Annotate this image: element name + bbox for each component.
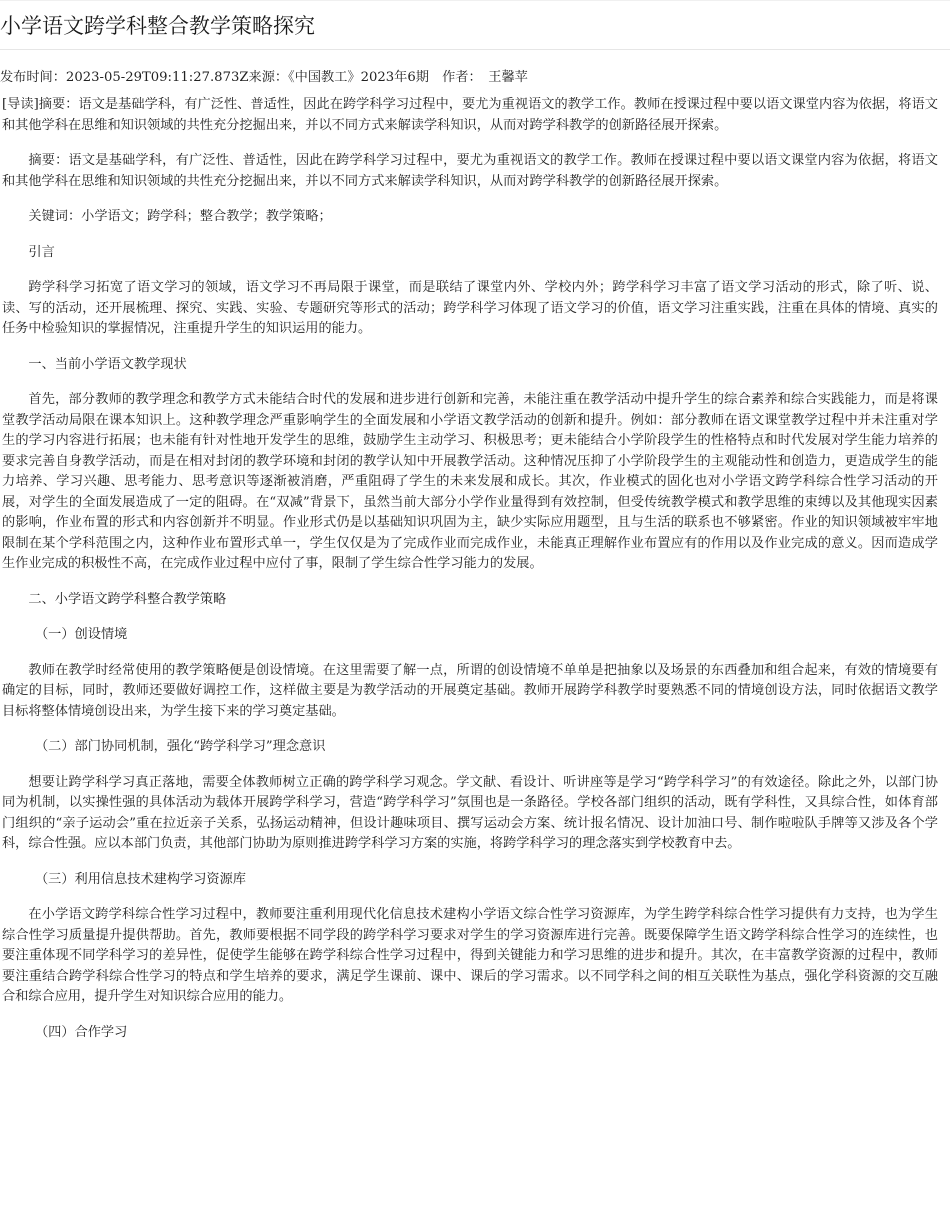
subsection-2-paragraph: 想要让跨学科学习真正落地，需要全体教师树立正确的跨学科学习观念。学文献、看设计、听讲座等是学习“跨学科学习”的有效途径。除此之外，以部门协同为机制，以实操性强的具体活动为载体开展跨学科学习，营造“跨学科学习”氛围也是一条路径。学校各部门组织的活动，既有学科性，又具综合性，如体育部门组织的“亲子运动会”重在拉近亲子关系，弘扬运动精神，但设计趣味项目、撰写运动会方案、统计报名情况、设计加油口号、制作啦啦队手牌等又涉及各个学科，综合性强。应以本部门负责，其他部门协助为原则推进跨学科学习方案的实施，将跨学科学习的理念落实到学校教育中去。 [2,774,938,851]
section-2-heading: 二、小学语文跨学科整合教学策略 [28,591,227,607]
section-1-paragraph: 首先，部分教师的教学理念和教学方式未能结合时代的发展和进步进行创新和完善，未能注重在教学活动中提升学生的综合素养和综合实践能力，而是将课堂教学活动局限在课本知识上。这种教学理念严重影响学生的全面发展和小学语文教学活动的创新和提升。例如：部分教师在语文课堂教学过程中并未注重对学生的学习内容进行拓展；也未能有针对性地开发学生的思维，鼓励学生主动学习、积极思考；更未能结合小学阶段学生的性格特点和时代发展对学生能力培养的要求完善自身教学活动，而是在相对封闭的教学环境和封闭的教学认知中开展教学活动。这种情况压抑了小学阶段学生的主观能动性和创造力，更造成学生的能力培养、学习兴趣、思考能力、思考意识等逐渐被消磨，严重阻碍了学生的未来发展和成长。其次，作业模式的固化也对小学语文跨学科综合性学习活动的开展，对学生的全面发展造成了一定的阻碍。在“双减”背景下，虽然当前大部分小学作业量得到有效控制，但受传统教学模式和教学思维的束缚以及其他现实因素的影响，作业布置的形式和内容创新并不明显。作业形式仍是以基础知识巩固为主，缺少实际应用题型，且与生活的联系也不够紧密。作业的知识领域被牢牢地限制在某个学科范围之内，这种作业布置形式单一，学生仅仅是为了完成作业而完成作业，未能真正理解作业布置应有的作用以及作业完成的意义。因而造成学生作业完成的积极性不高，在完成作业过程中应付了事，限制了学生综合性学习能力的发展。 [2,392,938,571]
title-bar [0,0,950,50]
subsection-3-paragraph: 在小学语文跨学科综合性学习过程中，教师要注重利用现代化信息技术建构小学语文综合性学习资源库，为学生跨学科综合性学习提供有力支持，也为学生综合性学习质量提升提供帮助。首先，教师要根据不同学段的跨学科学习要求对学生的学习资源库进行完善。既要保障学生语文跨学科综合性学习的连续性，也要注重体现不同学科学习的差异性，促使学生能够在跨学科综合性学习过程中，得到关键能力和学习思维的进步和提升。其次，在丰富教学资源的过程中，教师要注重结合跨学科综合性学习的特点和学生培养的要求，满足学生课前、课中、课后的学习需求。以不同学科之间的相互关联性为基点，强化学科资源的交互融合和综合应用，提升学生对知识综合应用的能力。 [2,907,938,1004]
subsection-2-heading: （二）部门协同机制，强化“跨学科学习”理念意识 [35,739,326,754]
keywords-line: 关键词：小学语文；跨学科；整合教学；教学策略； [28,209,332,224]
subsection-1-heading: （一）创设情境 [35,627,128,642]
article-meta: 发布时间：2023-05-29T09:11:27.873Z来源：《中国教工》2023年6期 作者： 王馨苹 [0,70,528,85]
article-body [2,95,938,1058]
section-1-heading: 一、当前小学语文教学现状 [28,356,187,372]
lead-paragraph: [导读]摘要：语文是基础学科，有广泛性、普适性，因此在跨学科学习过程中，要尤为重视语文的教学工作。教师在授课过程中要以语文课堂内容为依据，将语文和其他学科在思维和知识领域的共性充分挖掘出来，并以不同方式来解读学科知识，从而对跨学科教学的创新路径展开探索。 [2,97,938,133]
subsection-1-paragraph: 教师在教学时经常使用的教学策略便是创设情境。在这里需要了解一点，所谓的创设情境不单单是把抽象以及场景的东西叠加和组合起来，有效的情境要有确定的目标，同时，教师还要做好调控工作，这样做主要是为教学活动的开展奠定基础。教师开展跨学科教学时要熟悉不同的情境创设方法，同时依据语文教学目标将整体情境创设出来，为学生接下来的学习奠定基础。 [2,662,938,719]
abstract-paragraph: 摘要：语文是基础学科，有广泛性、普适性，因此在跨学科学习过程中，要尤为重视语文的教学工作。教师在授课过程中要以语文课堂内容为依据，将语文和其他学科在思维和知识领域的共性充分挖掘出来，并以不同方式来解读学科知识，从而对跨学科教学的创新路径展开探索。 [2,153,938,189]
subsection-4-heading: （四）合作学习 [35,1024,128,1040]
intro-heading: 引言 [28,244,55,260]
subsection-3-heading: （三）利用信息技术建构学习资源库 [35,871,246,887]
page-title: 小学语文跨学科整合教学策略探究 [0,14,315,38]
intro-paragraph: 跨学科学习拓宽了语文学习的领域，语文学习不再局限于课堂，而是联结了课堂内外、学校内外；跨学科学习丰富了语文学习活动的形式，除了听、说、读、写的活动，还开展梳理、探究、实践、实验、专题研究等形式的活动；跨学科学习体现了语文学习的价值，语文学习注重实践，注重在具体的情境、真实的任务中检验知识的掌握情况，注重提升学生的知识运用的能力。 [2,280,938,336]
